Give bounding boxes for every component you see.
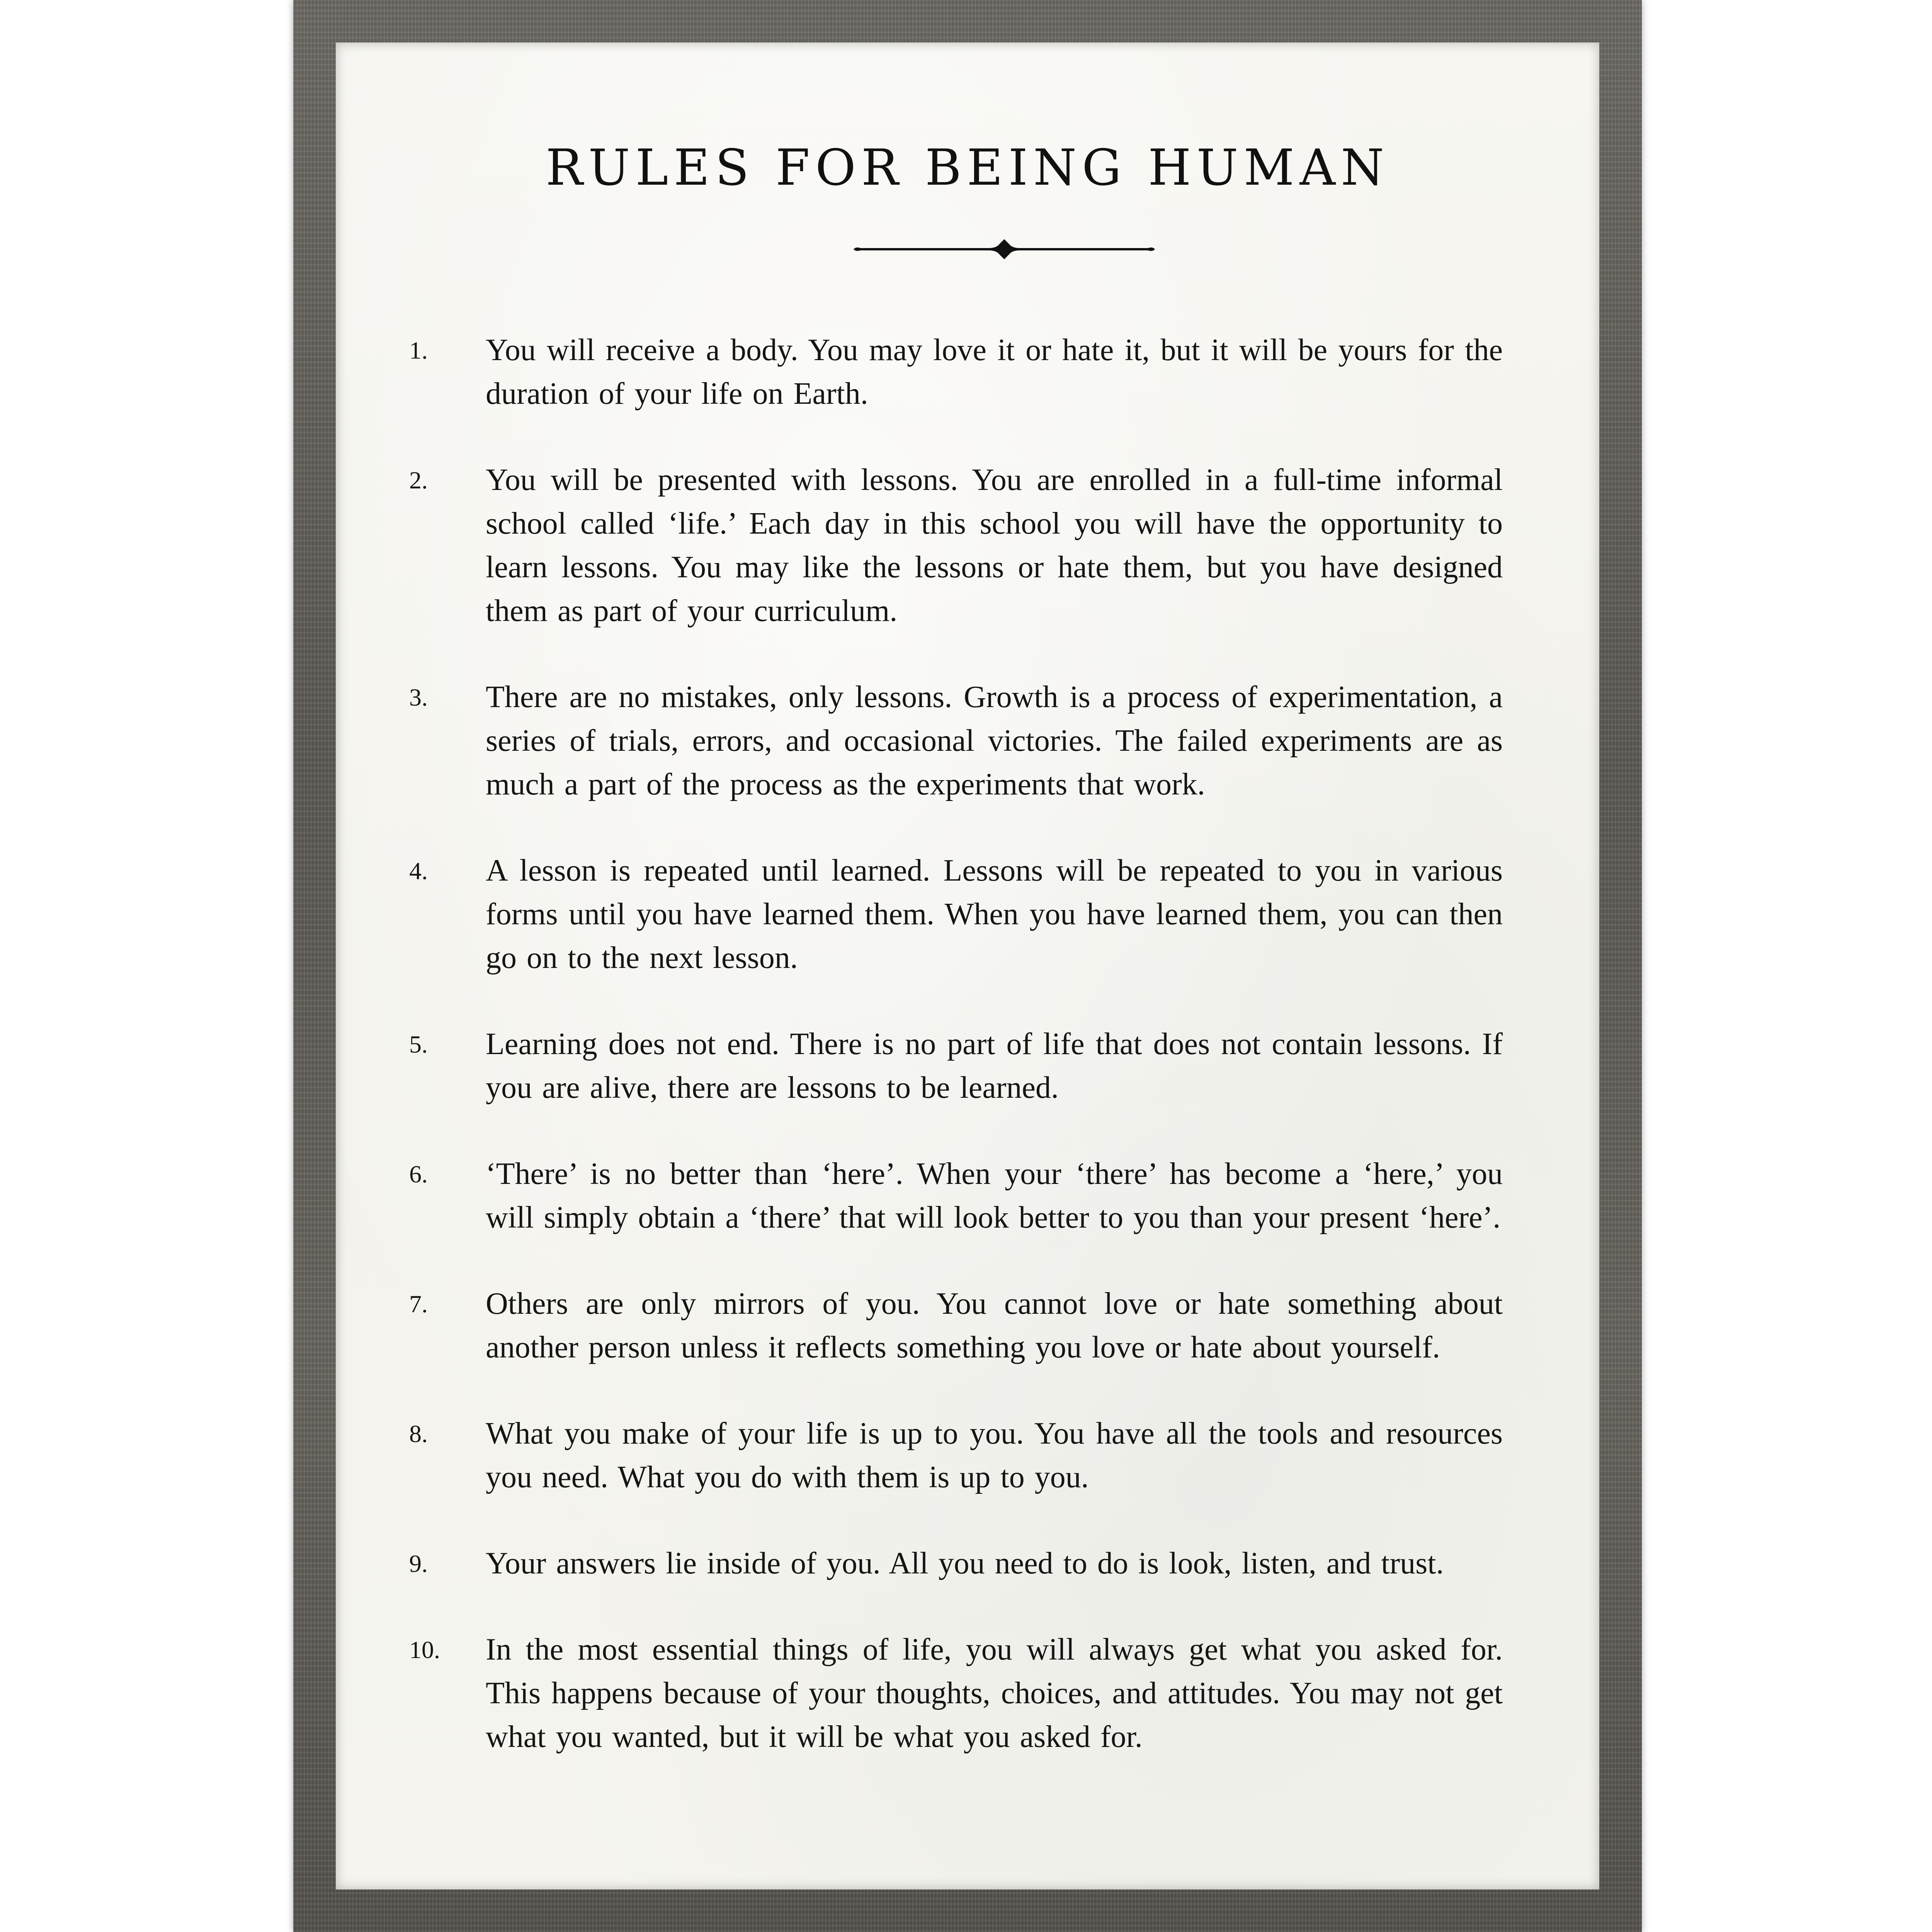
rule-number: 7. xyxy=(409,1290,428,1318)
rule-item xyxy=(409,458,1503,633)
rule-item xyxy=(409,328,1503,416)
rule-text: Learning does not end. There is no part of life that does not contain lessons. If you are alive, there are lessons to be learned. xyxy=(486,1027,1503,1105)
rule-number: 2. xyxy=(409,466,428,494)
rule-item xyxy=(409,675,1503,806)
rule-text: A lesson is repeated until learned. Lessons will be repeated to you in various forms until you have learned them. When you have learned them, you can then go on to the next lesson. xyxy=(486,854,1503,975)
rules-list xyxy=(409,328,1503,1759)
rule-item xyxy=(409,1022,1503,1110)
rule-text: Others are only mirrors of you. You cannot love or hate something about another person unless it reflects something you love or hate about yourself. xyxy=(486,1287,1503,1364)
rule-number: 10. xyxy=(409,1636,440,1663)
rule-text: What you make of your life is up to you. You have all the tools and resources you need. What you do with them is up to you. xyxy=(486,1417,1503,1494)
wooden-frame xyxy=(293,0,1642,1932)
rule-number: 1. xyxy=(409,337,428,364)
rule-text: Your answers lie inside of you. All you need to do is look, listen, and trust. xyxy=(486,1546,1444,1580)
rule-item xyxy=(409,1628,1503,1759)
rule-number: 5. xyxy=(409,1031,428,1058)
rule-text: There are no mistakes, only lessons. Growth is a process of experimentation, a series of trials, errors, and occasional victories. The failed experiments are as much a part of the process as the experiments that work. xyxy=(486,680,1503,801)
rule-item xyxy=(409,1542,1503,1585)
rule-item xyxy=(409,849,1503,980)
rule-number: 9. xyxy=(409,1550,428,1577)
rule-item xyxy=(409,1412,1503,1499)
rule-text: ‘There’ is no better than ‘here’. When your ‘there’ has become a ‘here,’ you will simply obtain a ‘there’ that will look better to you than your present ‘here’. xyxy=(486,1157,1503,1235)
rule-text: You will receive a body. You may love it or hate it, but it will be yours for the duration of your life on Earth. xyxy=(486,333,1503,411)
rule-text: In the most essential things of life, you will always get what you asked for. This happens because of your thoughts, choices, and attitudes. You may not get what you wanted, but it will be what you asked for. xyxy=(486,1633,1503,1754)
flourish-divider-icon xyxy=(854,238,1155,261)
rule-item xyxy=(409,1282,1503,1369)
rule-number: 8. xyxy=(409,1420,428,1447)
poster-paper xyxy=(336,43,1599,1889)
rule-text: You will be presented with lessons. You are enrolled in a full-time informal school called ‘life.’ Each day in this school you will have the opportunity to learn lessons. You may like the lessons or hate them, but you have designed them as part of your curriculum. xyxy=(486,463,1503,628)
rule-number: 4. xyxy=(409,857,428,884)
rule-number: 6. xyxy=(409,1160,428,1188)
poster-title: RULES FOR BEING HUMAN xyxy=(546,139,1389,197)
rule-item xyxy=(409,1152,1503,1240)
rule-number: 3. xyxy=(409,684,428,711)
